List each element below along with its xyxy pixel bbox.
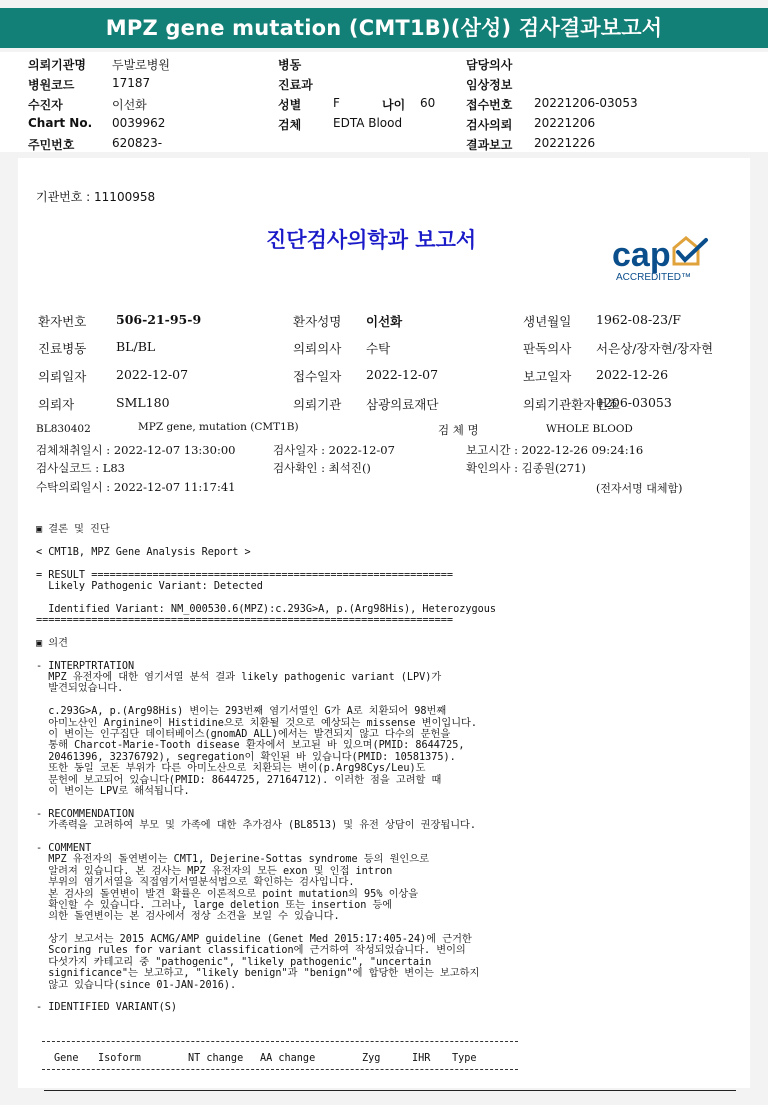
grid-label: 의뢰기관 <box>293 397 342 412</box>
grid-value: 서은상/장자현/장자현 <box>596 341 714 356</box>
footer-rule <box>44 1090 736 1091</box>
header-label: 접수번호 <box>466 98 513 112</box>
grid-label: 의뢰기관환자번호 <box>523 397 620 412</box>
body-line: 통해 Charcot-Marie-Tooth disease 환자에서 보고된 바 있으며(PMID: 8644725, <box>36 740 465 752</box>
test-code: BL830402 <box>36 423 91 435</box>
grid-label: 판독의사 <box>523 341 572 356</box>
grid-value: 2022-12-07 <box>366 367 439 382</box>
grid-value: 삼광의료재단 <box>366 397 439 412</box>
body-line: MPZ 유전자에 대한 염기서열 분석 결과 likely pathogenic variant (LPV)가 <box>36 672 442 684</box>
body-line <box>36 832 496 843</box>
cap-accredited-text: ACCREDITED™ <box>616 272 692 283</box>
variant-column-header: Isoform <box>98 1053 141 1064</box>
header-label: 검체 <box>278 118 302 132</box>
header-value: 0039962 <box>112 116 166 130</box>
variant-column-header: NT change <box>188 1053 244 1064</box>
body-line: 20461396, 32376792), segregation이 확인된 바 있습니다(PMID: 10581375). <box>36 751 456 763</box>
specimen-value: WHOLE BLOOD <box>546 423 633 435</box>
header-value: EDTA Blood <box>333 116 403 130</box>
header-label: 담당의사 <box>466 58 513 72</box>
header-value: 20221206 <box>534 116 596 130</box>
header-label: 병원코드 <box>28 78 75 92</box>
header-value: 20221206-03053 <box>534 96 638 110</box>
variant-table-header-rule <box>42 1069 518 1070</box>
header-value: 이선화 <box>112 98 147 112</box>
grid-value: 2022-12-07 <box>116 367 189 382</box>
grid-value: 1962-08-23/F <box>596 312 681 327</box>
body-line: 알려져 있습니다. 본 검사는 MPZ 유전자의 모든 exon 및 인접 intron <box>36 865 393 877</box>
specimen-label: 검 체 명 <box>438 423 479 437</box>
grid-label: 접수일자 <box>293 369 342 384</box>
body-line: - IDENTIFIED VARIANT(S) <box>36 1002 178 1014</box>
body-line: 아미노산인 Arginine이 Histidine으로 치환될 것으로 예상되는 missense 변이입니다. <box>36 717 478 729</box>
variant-column-header: IHR <box>412 1053 431 1064</box>
cap-logo-text: cap <box>612 236 671 274</box>
confirm-doctor: 확인의사 : 김종원(271) <box>466 461 586 475</box>
header-label: 병동 <box>278 58 302 72</box>
grid-value: 수탁 <box>366 341 391 356</box>
report-title-bar: MPZ gene mutation (CMT1B)(삼성) 검사결과보고서 <box>0 8 768 48</box>
body-line: 문헌에 보고되어 있습니다(PMID: 8644725, 27164712). 이러한 점을 고려할 때 <box>36 774 442 786</box>
grid-value: BL/BL <box>116 339 156 354</box>
body-line: 이 변이는 인구집단 데이터베이스(gnomAD_ALL)에서는 발견되지 않고 다수의 문헌을 <box>36 729 451 741</box>
esign-note: (전자서명 대체함) <box>596 482 683 495</box>
body-line: Scoring rules for variant classification에 근거하여 작성되었습니다. 변이의 <box>36 945 466 957</box>
variant-column-header: Zyg <box>362 1053 381 1064</box>
body-line: 않고 있습니다(since 01-JAN-2016). <box>36 979 237 991</box>
header-label: 진료과 <box>278 78 313 92</box>
body-line: Identified Variant: NM_000530.6(MPZ):c.293G>A, p.(Arg98His), Heterozygous <box>36 603 497 615</box>
grid-label: 환자번호 <box>38 314 87 329</box>
cap-accredited-logo <box>612 234 712 284</box>
body-line: 또한 동일 코돈 부위가 다른 아미노산으로 치환되는 변이(p.Arg98Cys/Leu)도 <box>36 763 426 775</box>
header-label: 수진자 <box>28 98 63 112</box>
body-line <box>36 649 496 660</box>
header-label: 검사의뢰 <box>466 118 513 132</box>
grid-value: 2022-12-26 <box>596 367 669 382</box>
body-line: ▣ 결론 및 진단 <box>36 524 110 535</box>
header-info <box>0 52 768 152</box>
body-line: < CMT1B, MPZ Gene Analysis Report > <box>36 546 251 558</box>
body-line <box>36 592 496 603</box>
header-label: Chart No. <box>28 116 93 130</box>
grid-value: 1206-03053 <box>596 395 672 410</box>
grid-value: 506-21-95-9 <box>116 312 202 327</box>
grid-label: 생년월일 <box>523 314 572 329</box>
header-label: 임상정보 <box>466 78 513 92</box>
body-line <box>36 558 496 569</box>
institution-number: 기관번호 : 11100958 <box>36 190 156 204</box>
body-line: MPZ 유전자의 돌연변이는 CMT1, Dejerine-Sottas syndrome 등의 원인으로 <box>36 854 429 866</box>
body-line: = RESULT =========================================================== <box>36 569 454 581</box>
variant-column-header: Type <box>452 1053 477 1064</box>
grid-label: 의뢰의사 <box>293 341 342 356</box>
header-age-label: 나이 <box>382 98 406 112</box>
variant-column-header: AA change <box>260 1053 316 1064</box>
body-line: - INTERPTRTATION <box>36 660 135 672</box>
form-title: 진단검사의학과 보고서 <box>266 228 477 252</box>
body-line: - RECOMMENDATION <box>36 808 135 820</box>
grid-label: 보고일자 <box>523 369 572 384</box>
body-line: - COMMENT <box>36 842 92 854</box>
body-line: 본 검사의 돌연변이 발견 확률은 이론적으로 point mutation의 95% 이상을 <box>36 888 419 900</box>
body-line: ==================================================================== <box>36 615 454 627</box>
body-line: 상기 보고서는 2015 ACMG/AMP guideline (Genet Med 2015:17:405-24)에 근거한 <box>36 934 472 946</box>
body-line: 발견되었습니다. <box>36 683 124 695</box>
header-value: 20221226 <box>534 136 596 150</box>
variant-column-header: Gene <box>54 1053 79 1064</box>
grid-value: 이선화 <box>366 314 403 329</box>
report-paper <box>18 158 750 1088</box>
body-line <box>36 627 496 638</box>
header-label: 주민번호 <box>28 138 75 152</box>
variant-table-top-rule <box>42 1041 518 1042</box>
body-line: significance"는 보고하고, "likely benign"과 "benign"에 합당한 변이는 보고하지 <box>36 968 480 980</box>
header-label: 의뢰기관명 <box>28 58 86 72</box>
confirm-person: 검사확인 : 최석진() <box>273 461 371 475</box>
request-datetime: 수탁의뢰일시 : 2022-12-07 11:17:41 <box>36 480 236 494</box>
report-body <box>36 524 496 1014</box>
collect-datetime: 검체채취일시 : 2022-12-07 13:30:00 <box>36 443 236 457</box>
body-line <box>36 695 496 706</box>
body-line: c.293G>A, p.(Arg98His) 변이는 293번째 염기서열인 G가 A로 치환되어 98번째 <box>36 706 447 718</box>
header-label: 성별 <box>278 98 302 112</box>
grid-label: 환자성명 <box>293 314 342 329</box>
body-line <box>36 535 496 546</box>
test-date: 검사일자 : 2022-12-07 <box>273 443 395 457</box>
grid-value: SML180 <box>116 395 170 410</box>
body-line: 다섯가지 카테고리 중 "pathogenic", "likely pathogenic", "uncertain <box>36 956 432 968</box>
lab-code: 검사실코드 : L83 <box>36 461 125 475</box>
report-time: 보고시간 : 2022-12-26 09:24:16 <box>466 443 644 457</box>
header-value: 17187 <box>112 76 151 90</box>
body-line <box>36 923 496 934</box>
body-line: 가족력을 고려하여 부모 및 가족에 대한 추가검사 (BL8513) 및 유전 상담이 권장됩니다. <box>36 820 477 832</box>
body-line: 이 변이는 LPV로 해석됩니다. <box>36 785 190 797</box>
body-line: 의한 돌연변이는 본 검사에서 정상 소견을 보일 수 있습니다. <box>36 911 340 923</box>
body-line <box>36 797 496 808</box>
header-age-value: 60 <box>420 96 436 110</box>
test-name: MPZ gene, mutation (CMT1B) <box>138 421 299 433</box>
grid-label: 의뢰일자 <box>38 369 87 384</box>
body-line: Likely Pathogenic Variant: Detected <box>36 580 263 592</box>
header-value: F <box>333 96 340 110</box>
body-line <box>36 991 496 1002</box>
grid-label: 진료병동 <box>38 341 87 356</box>
header-value: 620823- <box>112 136 163 150</box>
body-line: ▣ 의견 <box>36 637 68 649</box>
body-line: 확인할 수 있습니다. 그러나, large deletion 또는 insertion 등에 <box>36 899 393 911</box>
body-line: 부위의 염기서열을 직접염기서열분석법으로 확인하는 검사입니다. <box>36 877 355 889</box>
header-label: 결과보고 <box>466 138 513 152</box>
grid-label: 의뢰자 <box>38 397 75 412</box>
header-value: 두발로병원 <box>112 58 170 72</box>
